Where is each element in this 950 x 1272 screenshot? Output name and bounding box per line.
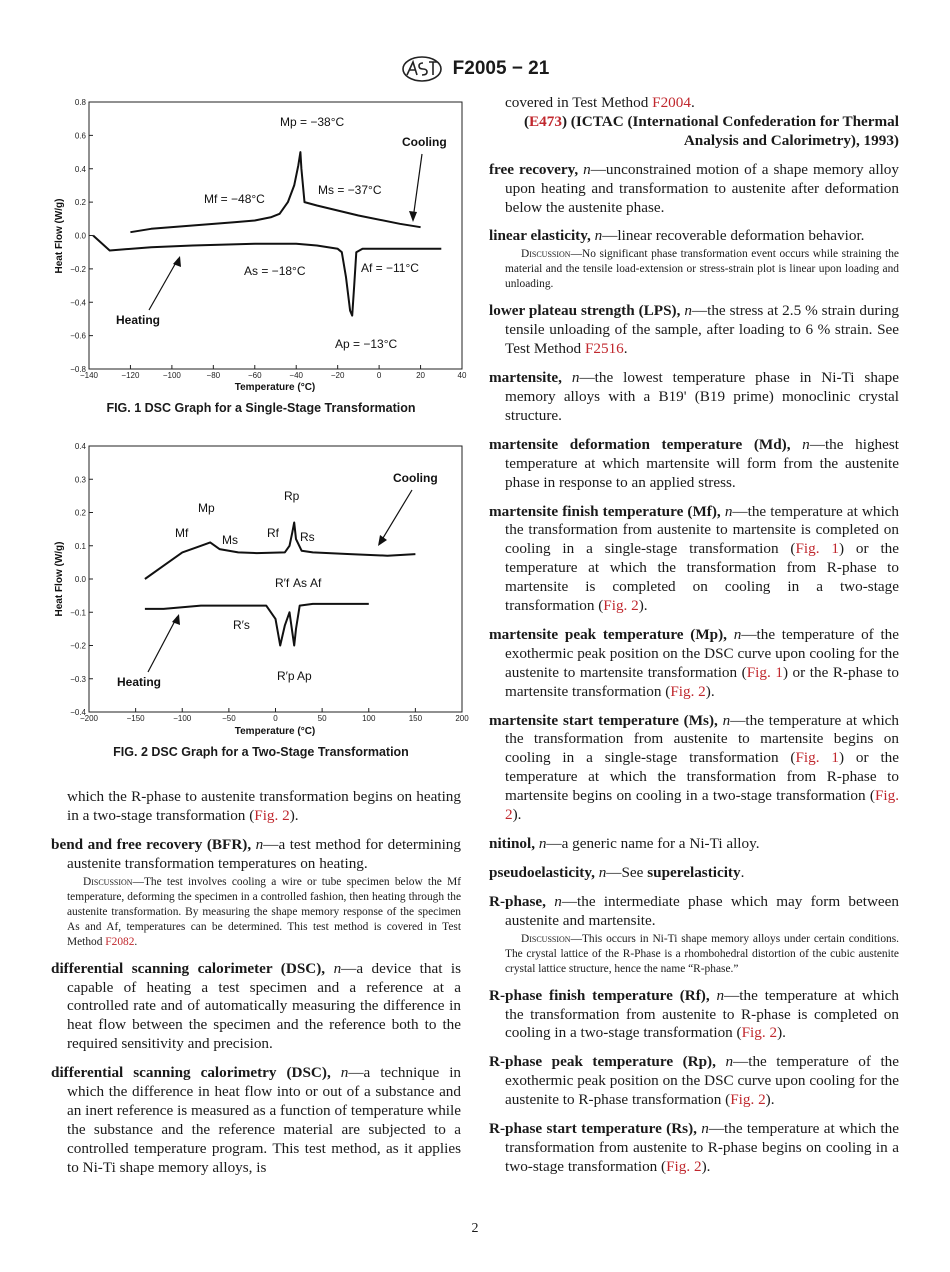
- fig1-label-mp: Mp = −38°C: [280, 115, 345, 129]
- def-rf: R-phase finish temperature (Rf), n—the temperature at which the transformation from austenite to R-phase is completed on cooling in a two-stage transformation (Fig. 2).: [489, 986, 900, 1042]
- fig1-xtick-label: −60: [247, 371, 262, 380]
- fig1-xtick-label: −100: [162, 371, 181, 380]
- fig2-xtick-label: −150: [126, 714, 145, 723]
- fig2-label-af: Af: [310, 576, 322, 590]
- def-dsc-calorimetry: differential scanning calorimetry (DSC), n—a technique in which the difference in heat flow into or out of a substance and an inert reference is measured as a function of temperature while the substance and the reference material are subjected to a controlled temperature program. This test method, as it applies to Ni-Ti shape memory alloys, is: [51, 1064, 462, 1176]
- def-mp: martensite peak temperature (Mp), n—the temperature of the exothermic peak position on the DSC curve upon cooling for the austenite to martensite transformation (Fig. 1) or the R-phase to martensite transformation (Fig. 2).: [489, 625, 900, 700]
- fig2-ref-link[interactable]: Fig. 2: [741, 1024, 778, 1042]
- fig2-ytick-label: 0.3: [74, 475, 86, 485]
- figure-1: [46, 96, 476, 398]
- fig2-ytick-label: 0.4: [74, 442, 86, 451]
- def-bend-free-recovery: bend and free recovery (BFR), n—a test method for determining austenite transformation temperatures on heating.: [51, 835, 461, 872]
- e473-reference: (E473) (ICTAC (International Confederation for Thermal Analysis and Calorimetry), 1993): [523, 112, 899, 149]
- fig2-label-heating: Heating: [117, 675, 162, 689]
- right-column: [489, 94, 899, 1187]
- f2082-ref-link[interactable]: F2082: [105, 935, 135, 948]
- fig2-xtick-label: 0: [273, 714, 278, 723]
- fig1-ylabel: Heat Flow (W/g): [54, 198, 65, 274]
- fig1-xtick-label: 0: [376, 371, 382, 380]
- fig2-label-ms: Ms: [222, 533, 238, 547]
- fig1-xtick-label: −20: [330, 371, 345, 380]
- fig2-ref-link[interactable]: Fig. 2: [670, 682, 706, 700]
- fig2-xtick-label: 150: [408, 714, 423, 723]
- def-free-recovery: free recovery, n—unconstrained motion of a shape memory alloy upon heating and transformation to austenite after deformation below the austenite phase.: [489, 160, 899, 216]
- fig2-chart: [46, 440, 476, 742]
- fig2-xtick-label: 200: [455, 714, 469, 723]
- fig2-label-rp: Rp: [284, 489, 300, 503]
- fig1-label-heating: Heating: [116, 313, 161, 327]
- fig1-xtick-label: −140: [79, 371, 99, 380]
- def-md: martensite deformation temperature (Md), n—the highest temperature at which martensite will form from the austenite phase in response to an applied stress.: [489, 435, 899, 491]
- fig2-ref-link[interactable]: Fig. 2: [603, 597, 639, 615]
- fig2-ytick-label: −0.1: [70, 608, 86, 618]
- fig2-xtick-label: 100: [362, 714, 376, 723]
- fig2-caption: FIG. 2 DSC Graph for a Two-Stage Transformation: [113, 745, 409, 759]
- fig2-ylabel: Heat Flow (W/g): [54, 541, 65, 617]
- def-pseudoelasticity: pseudoelasticity, n—See superelasticity.: [489, 863, 745, 881]
- def-dsc-calorimeter: differential scanning calorimeter (DSC), n—a device that is capable of heating a test specimen and a reference at a controlled rate and of automatically measuring the difference in heat flow between the specimen and the reference both to the required sensitivity and precision.: [51, 959, 462, 1053]
- def-lower-plateau-strength: lower plateau strength (LPS), n—the stress at 2.5 % strain during tensile unloading of the sample, after loading to 6 % strain. See Test Method F2516.: [489, 302, 900, 358]
- fig2-xlabel: Temperature (°C): [234, 726, 316, 737]
- fig1-ytick-label: −0.6: [70, 331, 86, 341]
- fig2-label-rf: Rf: [267, 526, 279, 540]
- fig1-ytick-label: 0.4: [74, 164, 86, 174]
- astm-logo-icon: [401, 56, 443, 82]
- fig1-label-af: Af = −11°C: [361, 261, 419, 275]
- fig1-ref-link[interactable]: Fig. 1: [746, 663, 783, 681]
- fig2-label-rs-prime: R′s: [233, 618, 250, 632]
- fig2-xtick-label: −50: [222, 714, 236, 723]
- fig1-xtick-label: −80: [206, 371, 221, 380]
- e473-ref-link[interactable]: E473: [529, 112, 562, 130]
- fig1-chart: [46, 96, 476, 398]
- fig1-ytick-label: 0.2: [74, 198, 86, 208]
- fig2-xtick-label: −200: [79, 714, 99, 723]
- def-mf: martensite finish temperature (Mf), n—the temperature at which the transformation from austenite to martensite is completed on cooling in a single-stage transformation (Fig. 1) or the temperature at which the transformation from R-phase to martensite is completed on cooling in a two-stage transformation (Fig. 2).: [489, 502, 900, 615]
- fig2-label-ap: Ap: [297, 669, 312, 683]
- fig1-xtick-label: 20: [416, 371, 426, 380]
- fig1-xlabel: Temperature (°C): [234, 382, 316, 393]
- fig2-series-heating: [145, 604, 369, 646]
- fig2-ref-link[interactable]: Fig. 2: [254, 806, 290, 824]
- def-nitinol: nitinol, n—a generic name for a Ni-Ti alloy.: [489, 835, 760, 852]
- f2004-ref-link[interactable]: F2004: [652, 94, 691, 111]
- fig1-ytick-label: −0.8: [70, 365, 86, 374]
- disc-linear-elasticity: Discussion—No significant phase transformation event occurs while straining the material and the tensile load-extension or stress-strain plot is linear upon loading and unloading.: [505, 248, 899, 291]
- fig1-ref-link[interactable]: Fig. 1: [795, 749, 839, 767]
- fig2-ytick-label: −0.3: [70, 674, 86, 684]
- fig1-ref-link[interactable]: Fig. 1: [795, 540, 839, 558]
- fig2-label-rp-prime: R′p: [277, 669, 295, 683]
- fig1-label-as: As = −18°C: [244, 264, 306, 278]
- fig1-label-mf: Mf = −48°C: [204, 192, 265, 206]
- def-rs: R-phase start temperature (Rs), n—the temperature at which the transformation from austenite to R-phase begins on cooling in a two-stage transformation (Fig. 2).: [489, 1120, 899, 1175]
- fig2-xtick-label: −100: [173, 714, 192, 723]
- fig1-caption: FIG. 1 DSC Graph for a Single-Stage Transformation: [106, 401, 416, 415]
- fig1-xtick-label: 40: [457, 371, 467, 380]
- fig1-xtick-label: −120: [121, 371, 140, 380]
- figure-2: [46, 440, 476, 742]
- continued-paragraph: which the R-phase to austenite transformation begins on heating in a two-stage transformation (Fig. 2).: [67, 788, 461, 824]
- fig2-ytick-label: 0.1: [74, 541, 86, 551]
- fig1-label-ms: Ms = −37°C: [318, 183, 382, 197]
- document-id: F2005 − 21: [452, 58, 550, 79]
- continued-paragraph-right: covered in Test Method F2004.: [505, 94, 695, 111]
- fig2-ref-link[interactable]: Fig. 2: [666, 1157, 702, 1175]
- fig2-label-rs: Rs: [300, 530, 315, 544]
- f2516-ref-link[interactable]: F2516: [584, 340, 624, 358]
- fig1-label-ap: Ap = −13°C: [335, 337, 398, 351]
- fig2-ytick-label: 0.0: [74, 575, 86, 584]
- fig2-ytick-label: −0.4: [70, 708, 86, 717]
- fig2-ref-link[interactable]: Fig. 2: [730, 1091, 766, 1109]
- fig2-ytick-label: −0.2: [70, 641, 86, 651]
- fig2-ytick-label: 0.2: [74, 508, 86, 518]
- fig2-label-as: As: [293, 576, 308, 590]
- fig1-ytick-label: −0.4: [70, 298, 86, 308]
- fig2-xtick-label: 50: [317, 714, 327, 723]
- fig1-ytick-label: 0.0: [74, 231, 86, 241]
- page-header: [0, 56, 950, 84]
- def-linear-elasticity: linear elasticity, n—linear recoverable deformation behavior.: [489, 227, 865, 245]
- fig2-label-rf-prime: R′f: [275, 576, 290, 590]
- disc-bend-free-recovery: Discussion—The test involves cooling a wire or tube specimen below the Mf temperature, deforming the specimen in a controlled fashion, then heating through the austenite transformation. By measuring the shape memory response of the specimen As and Af, temperatures can be determined. This test method is covered in Test Method F2082.: [67, 875, 461, 948]
- fig1-label-cooling: Cooling: [402, 135, 447, 149]
- def-martensite: martensite, n—the lowest temperature phase in Ni-Ti shape memory alloys with a B19' (B19 prime) monoclinic crystal structure.: [489, 369, 899, 424]
- left-column: [51, 788, 461, 1188]
- fig2-label-cooling: Cooling: [393, 471, 438, 485]
- def-r-phase: R-phase, n—the intermediate phase which may form between austenite and martensite.: [489, 892, 900, 929]
- def-ms: martensite start temperature (Ms), n—the temperature at which the transformation from austenite to martensite begins on cooling in a single-stage transformation (Fig. 1) or the temperature at which the transformation from R-phase to martensite begins on cooling in a two-stage transformation (Fig. 2).: [489, 711, 900, 824]
- disc-r-phase: Discussion—This occurs in Ni-Ti shape memory alloys under certain conditions. The crystal lattice of the R-Phase is a rhombohedral distortion of the cubic austenite crystal lattice structure, hence the name “R-phase.”: [505, 932, 899, 975]
- fig2-ref-link[interactable]: Fig. 2: [505, 787, 899, 824]
- def-rp: R-phase peak temperature (Rp), n—the temperature of the exothermic peak position on the DSC curve upon cooling for the austenite to R-phase transformation (Fig. 2).: [489, 1053, 900, 1109]
- fig2-label-mf: Mf: [175, 526, 189, 540]
- fig1-xtick-label: −40: [289, 371, 304, 380]
- fig1-ytick-label: 0.6: [74, 131, 86, 141]
- fig1-ytick-label: −0.2: [70, 264, 86, 274]
- fig2-label-mp: Mp: [198, 501, 215, 515]
- page-number: 2: [471, 1221, 479, 1236]
- fig1-ytick-label: 0.8: [74, 98, 86, 107]
